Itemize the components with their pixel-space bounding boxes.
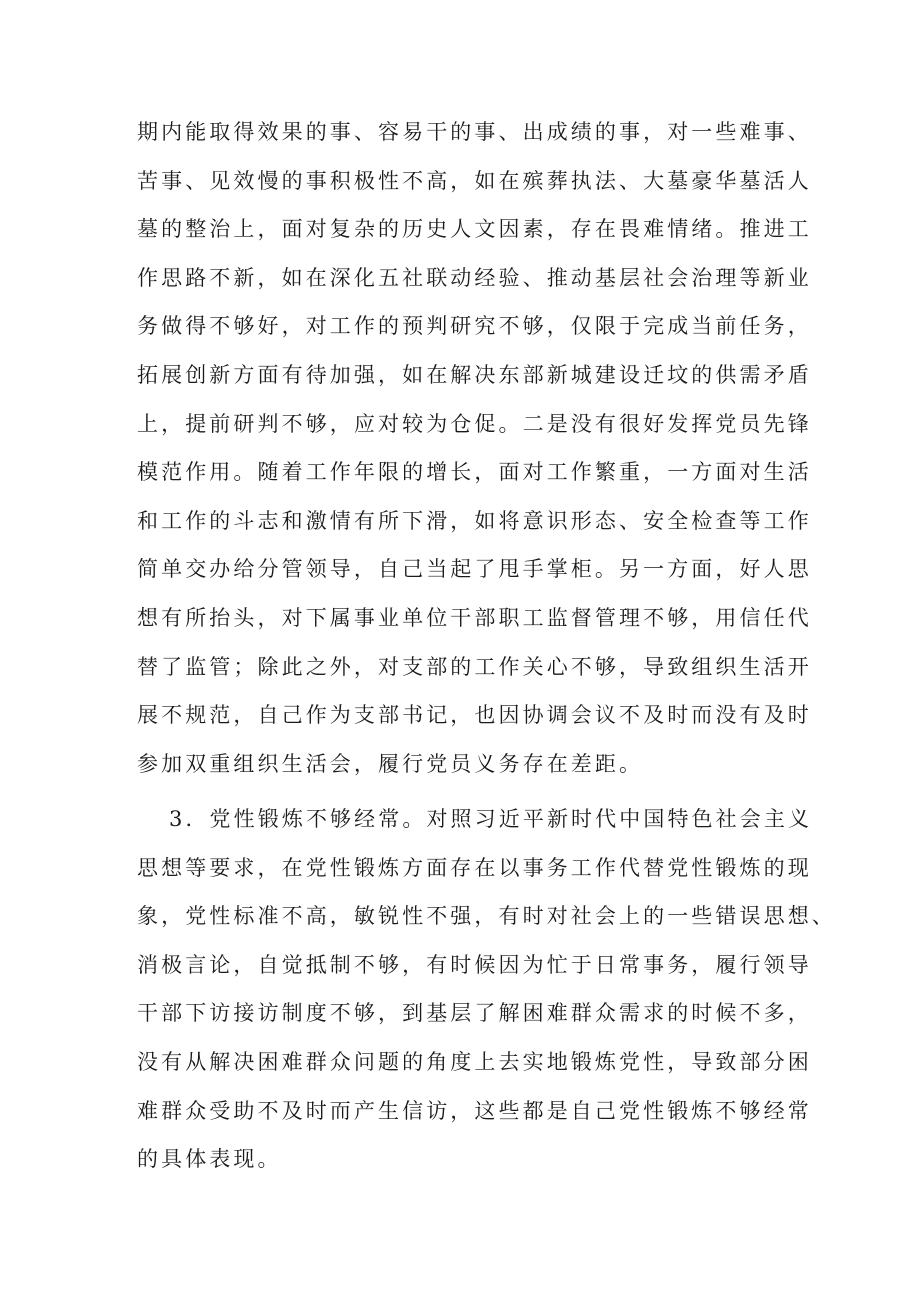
paragraph-line: 简单交办给分管领导，自己当起了甩手掌柜。另一方面，好人思 (137, 557, 812, 582)
paragraph-line: 务做得不够好，对工作的预判研究不够，仅限于完成当前任务， (137, 314, 812, 339)
paragraph-line: 期内能取得效果的事、容易干的事、出成绩的事，对一些难事、 (137, 120, 812, 144)
paragraph-heading-line: 3．党性锻炼不够经常。对照习近平新时代中国特色社会主义 (169, 807, 813, 831)
paragraph-2 (137, 795, 836, 1184)
paragraph-line: 作思路不新，如在深化五社联动经验、推动基层社会治理等新业 (137, 265, 812, 290)
paragraph-line: 替了监管；除此之外，对支部的工作关心不够，导致组织生活开 (137, 654, 812, 679)
paragraph-line: 象，党性标准不高，敏锐性不强，有时对社会上的一些错误思想、 (137, 904, 836, 929)
paragraph-1 (137, 108, 812, 788)
paragraph-line: 和工作的斗志和激情有所下滑，如将意识形态、安全检查等工作 (137, 508, 812, 533)
paragraph-line: 模范作用。随着工作年限的增长，面对工作繁重，一方面对生活 (137, 460, 812, 485)
paragraph-line: 想有所抬头，对下属事业单位干部职工监督管理不够，用信任代 (137, 605, 812, 630)
paragraph-line: 上，提前研判不够，应对较为仓促。二是没有很好发挥党员先锋 (137, 411, 812, 436)
paragraph-line: 苦事、见效慢的事积极性不高，如在殡葬执法、大墓豪华墓活人 (137, 168, 812, 193)
paragraph-line: 干部下访接访制度不够，到基层了解困难群众需求的时候不多， (137, 1001, 812, 1026)
paragraph-line: 消极言论，自觉抵制不够，有时候因为忙于日常事务，履行领导 (137, 952, 812, 977)
paragraph-line: 难群众受助不及时而产生信访，这些都是自己党性锻炼不够经常 (137, 1098, 812, 1123)
paragraph-line: 思想等要求，在党性锻炼方面存在以事务工作代替党性锻炼的现 (137, 855, 812, 880)
paragraph-line: 拓展创新方面有待加强，如在解决东部新城建设迁坟的供需矛盾 (137, 362, 812, 387)
paragraph-line: 展不规范，自己作为支部书记，也因协调会议不及时而没有及时 (137, 703, 812, 728)
paragraph-line: 参加双重组织生活会，履行党员义务存在差距。 (137, 751, 644, 776)
paragraph-line: 墓的整治上，面对复杂的历史人文因素，存在畏难情绪。推进工 (137, 217, 812, 242)
paragraph-line: 的具体表现。 (137, 1147, 282, 1172)
paragraph-line: 没有从解决困难群众问题的角度上去实地锻炼党性，导致部分困 (137, 1049, 812, 1074)
